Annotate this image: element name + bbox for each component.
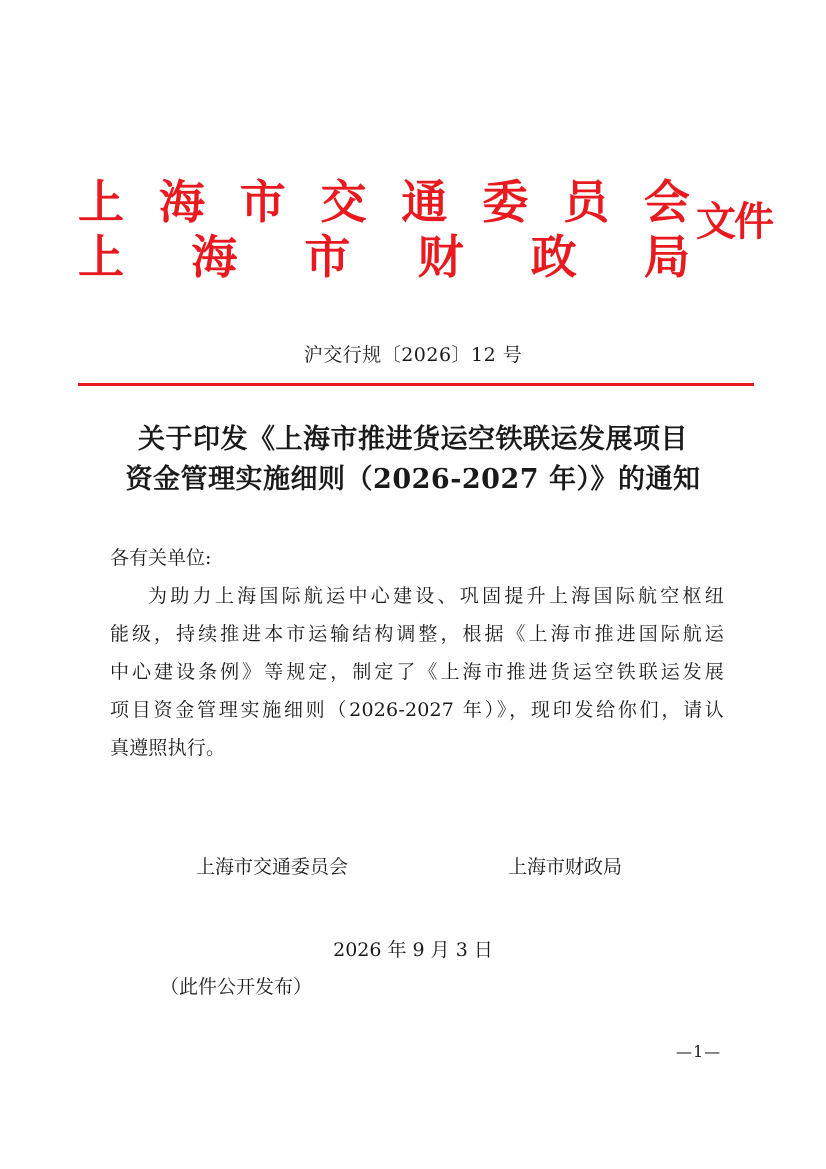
masthead-char: 会 (643, 175, 690, 229)
body-line: 真遵照执行。 (110, 737, 226, 759)
body-line: 能级，持续推进本市运输结构调整，根据《上海市推进国际航运 (110, 623, 724, 645)
masthead-line-2 (78, 231, 690, 283)
masthead-char: 上 (78, 230, 124, 284)
publication-note: （此件公开发布） (160, 976, 313, 998)
title-line-2: 资金管理实施细则（2026-2027 年）》的通知 (125, 464, 701, 495)
issue-date: 2026 年 9 月 3 日 (333, 939, 493, 961)
masthead-char: 委 (482, 175, 529, 229)
body-paragraph (110, 577, 724, 767)
masthead-char: 市 (239, 175, 286, 229)
masthead (78, 176, 778, 286)
signatory-finance-bureau: 上海市财政局 (508, 856, 623, 878)
document-title (90, 420, 736, 500)
masthead-suffix: 文件 (696, 199, 772, 245)
document-number: 沪交行规〔2026〕12 号 (303, 344, 523, 366)
masthead-char: 员 (563, 175, 610, 229)
page-number: —1— (676, 1042, 722, 1061)
body-line: 项目资金管理实施细则（2026-2027 年）》，现印发给你们，请认 (110, 699, 724, 721)
salutation: 各有关单位: (110, 547, 212, 569)
title-line-1: 关于印发《上海市推进货运空铁联运发展项目 (138, 424, 688, 455)
masthead-char: 上 (78, 175, 124, 229)
masthead-char: 财 (417, 230, 464, 284)
masthead-char: 局 (643, 230, 690, 284)
masthead-char: 海 (191, 230, 238, 284)
masthead-char: 海 (158, 175, 205, 229)
body-line: 为助力上海国际航运中心建设、巩固提升上海国际航空枢纽 (148, 585, 724, 607)
signatory-transport-commission: 上海市交通委员会 (196, 856, 349, 878)
masthead-char: 交 (320, 175, 367, 229)
red-divider-line (78, 383, 754, 386)
body-line: 中心建设条例》等规定，制定了《上海市推进货运空铁联运发展 (110, 661, 724, 683)
masthead-char: 政 (530, 230, 577, 284)
masthead-char: 通 (401, 175, 448, 229)
masthead-char: 市 (304, 230, 351, 284)
masthead-line-1 (78, 176, 690, 228)
